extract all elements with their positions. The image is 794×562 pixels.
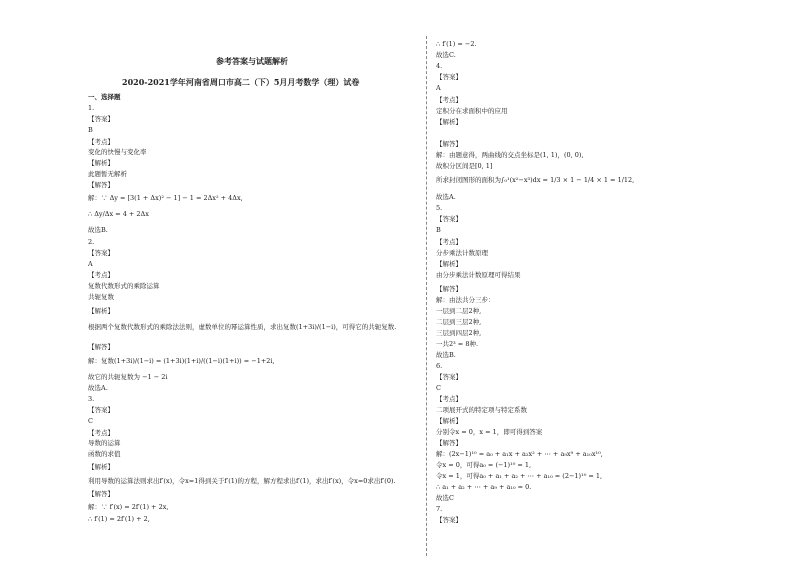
analysis-text: 分别令x = 0，x = 1，即可得到答案	[436, 428, 543, 436]
solution-line: 故它的共轭复数为 −1 − 2i	[88, 373, 168, 381]
solution-label: 【解答】	[88, 343, 114, 351]
solution-label: 【解答】	[88, 490, 114, 498]
point-label: 【考点】	[436, 96, 462, 104]
conclusion: 故选B.	[436, 351, 456, 359]
question-number: 1.	[88, 104, 95, 112]
analysis-label: 【解析】	[88, 159, 114, 167]
analysis-label: 【解析】	[436, 417, 462, 425]
answer-value: B	[88, 126, 93, 134]
analysis-text: 此题暂无解析	[88, 170, 127, 178]
solution-line: 令x = 0，可得a₀ = (−1)¹⁰ = 1,	[436, 461, 532, 469]
point-label: 【考点】	[88, 271, 114, 279]
answer-label: 【答案】	[88, 115, 114, 123]
solution-line: ∴ f′(1) = −2.	[436, 40, 477, 48]
solution-line: 二层到三层2种,	[436, 318, 482, 326]
point-text: 复数代数形式的乘除运算	[88, 282, 160, 290]
answer-value: B	[436, 226, 441, 234]
solution-line: 解：由题意得，两曲线的交点坐标是(1, 1)，(0, 0),	[436, 151, 584, 159]
question-number: 6.	[436, 362, 443, 370]
solution-line: 解：(2x−1)¹⁰ = a₀ + a₁x + a₂x² + ⋯ + a₉x⁹ + a₁₀x¹⁰,	[436, 450, 603, 458]
answer-value: C	[88, 417, 93, 425]
conclusion: 故选B.	[88, 226, 108, 234]
solution-line: 令x = 1，可得a₀ + a₁ + a₂ + ⋯ + a₁₀ = (2−1)¹⁰ = 1,	[436, 472, 603, 480]
point-text: 共轭复数	[88, 293, 114, 301]
analysis-label: 【解析】	[436, 118, 462, 126]
answer-label: 【答案】	[436, 373, 462, 381]
conclusion: 故选C.	[436, 51, 456, 59]
point-label: 【考点】	[436, 395, 462, 403]
point-label: 【考点】	[88, 429, 114, 437]
solution-line: 解：∵ Δy = [3(1 + Δx)² − 1] − 1 = 2Δx² + 4Δx,	[88, 194, 243, 202]
conclusion: 故选C	[436, 494, 454, 502]
solution-label: 【解答】	[436, 285, 462, 293]
analysis-label: 【解析】	[88, 463, 114, 471]
answer-value: A	[88, 260, 93, 268]
solution-line: 解：∵ f′(x) = 2f′(1) + 2x,	[88, 503, 169, 511]
header-title: 参考答案与试题解析	[216, 56, 288, 66]
solution-line: 一层到二层2种,	[436, 307, 482, 315]
solution-label: 【解答】	[88, 181, 114, 189]
point-text: 变化的快慢与变化率	[88, 148, 147, 156]
solution-line: 解：由法共分三步：	[436, 296, 495, 304]
analysis-label: 【解析】	[436, 260, 462, 268]
section-heading: 一、选择题	[88, 93, 121, 101]
question-number: 5.	[436, 204, 443, 212]
question-number: 7.	[436, 505, 443, 513]
solution-line: 故积分区间是[0, 1]	[436, 162, 493, 170]
point-text: 函数的求值	[88, 450, 121, 458]
solution-line: ∴ f′(1) = 2f′(1) + 2,	[88, 515, 150, 523]
solution-line: 所求封闭图形的面积为∫₀¹(x²−x³)dx = 1/3 × 1 − 1/4 × 1 = 1/12,	[436, 176, 635, 184]
point-label: 【考点】	[88, 138, 114, 146]
answer-label: 【答案】	[436, 73, 462, 81]
question-number: 2.	[88, 238, 95, 246]
column-divider	[426, 36, 427, 556]
question-number: 3.	[88, 395, 95, 403]
solution-line: 一共2³ = 8种.	[436, 340, 479, 348]
analysis-label: 【解析】	[88, 307, 114, 315]
point-label: 【考点】	[436, 238, 462, 246]
answer-label: 【答案】	[88, 406, 114, 414]
point-text: 定积分在求面积中的应用	[436, 107, 508, 115]
answer-label: 【答案】	[88, 249, 114, 257]
answer-value: A	[436, 84, 441, 92]
solution-line: ∴ a₁ + a₂ + ⋯ + a₉ + a₁₀ = 0.	[436, 483, 532, 491]
solution-line: 三层到四层2种,	[436, 329, 482, 337]
analysis-text: 利用导数的运算法则求出f′(x)，令x=1得到关于f′(1)的方程，解方程求出f′(1)，求出f′(x)，令x=0求出f′(0).	[88, 477, 396, 485]
analysis-text: 由分步乘法计数原理可得结果	[436, 271, 521, 279]
solution-label: 【解答】	[436, 439, 462, 447]
analysis-text: 根据两个复数代数形式的乘除法法则，虚数单位的幂运算性质，求出复数(1+3i)/(1−i)，可得它的共轭复数.	[88, 323, 397, 331]
solution-line: 解：复数(1+3i)/(1−i) = (1+3i)(1+i)/((1−i)(1+i)) = −1+2i,	[88, 357, 275, 365]
exam-title: 2020-2021学年河南省周口市高二（下）5月月考数学（理）试卷	[122, 77, 360, 87]
point-text: 二项展开式的特定项与特定系数	[436, 406, 527, 414]
solution-line: ∴ Δy/Δx = 4 + 2Δx	[88, 210, 149, 218]
point-text: 分步乘法计数原理	[436, 249, 488, 257]
answer-value: C	[436, 384, 441, 392]
solution-label: 【解答】	[436, 140, 462, 148]
question-number: 4.	[436, 62, 443, 70]
point-text: 导数的运算	[88, 439, 121, 447]
conclusion: 故选A.	[436, 193, 456, 201]
answer-label: 【答案】	[436, 516, 462, 524]
conclusion: 故选A.	[88, 384, 108, 392]
answer-label: 【答案】	[436, 215, 462, 223]
